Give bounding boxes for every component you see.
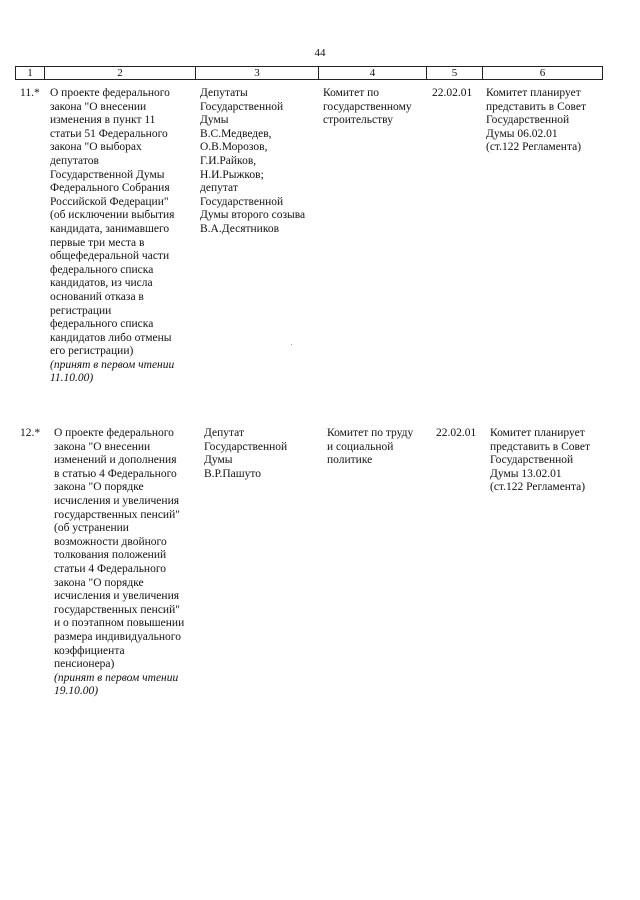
note-line: Думы 06.02.01 — [486, 127, 558, 140]
bill-title-line: Федерального Собрания — [50, 182, 170, 195]
column-header-6: 6 — [483, 67, 603, 80]
bill-title-line: первые три места в — [50, 236, 145, 249]
bill-title-line: возможности двойного — [54, 535, 167, 548]
committee-line: Комитет по — [323, 87, 379, 99]
bill-title — [50, 87, 174, 386]
row-number: 12.* — [20, 427, 41, 439]
bill-title-line: кандидата, занимавшего — [50, 222, 170, 235]
committee — [323, 87, 412, 128]
note-line: Комитет планирует — [486, 87, 581, 99]
bill-title-line: федерального списка — [50, 263, 154, 276]
author-line: В.С.Медведев, — [200, 127, 272, 140]
note — [490, 427, 590, 495]
author-line: В.А.Десятников — [200, 222, 280, 235]
note-line: Думы 13.02.01 — [490, 467, 562, 480]
author-line: О.В.Морозов, — [200, 141, 268, 154]
bill-title-line: регистрации — [50, 304, 112, 317]
author-line: Государственной — [200, 100, 284, 113]
reading-status-line: 19.10.00) — [54, 685, 99, 698]
committee-line: строительству — [323, 114, 393, 127]
reading-status-line: (принят в первом чтении — [54, 671, 179, 684]
author-line: Н.И.Рыжков; — [200, 168, 264, 181]
bill-title-line: О проекте федерального — [50, 87, 170, 99]
note-line: представить в Совет — [486, 100, 587, 113]
note-line: представить в Совет — [490, 440, 591, 453]
bill-title-line: Государственной Думы — [50, 168, 165, 181]
author-line: Думы — [200, 114, 229, 127]
committee — [327, 427, 413, 468]
column-header-4: 4 — [319, 67, 427, 80]
bill-title-line: государственных пенсий" — [54, 603, 180, 616]
date: 22.02.01 — [432, 87, 473, 99]
bill-title-line: исчисления и увеличения — [54, 590, 180, 603]
bill-title-line: общефедеральной части — [50, 250, 170, 263]
bill-title-line: закона "О порядке — [54, 481, 144, 494]
bill-title-line: федерального списка — [50, 318, 154, 331]
bill-title — [54, 427, 184, 699]
note-line: Государственной — [490, 454, 574, 467]
author-line: В.Р.Пашуто — [204, 467, 262, 480]
bill-title-line: закона "О внесении — [54, 440, 151, 453]
bill-title-line: пенсионера) — [54, 658, 115, 671]
date: 22.02.01 — [436, 427, 477, 439]
note-line: Государственной — [486, 114, 570, 127]
note-line: (ст.122 Регламента) — [490, 481, 586, 494]
bill-title-line: Российской Федерации" — [50, 195, 169, 208]
author-line: Государственной — [204, 440, 288, 453]
scan-speck — [291, 344, 292, 345]
bill-title-line: исчисления и увеличения — [54, 494, 180, 507]
author-line: Государственной — [200, 195, 284, 208]
note-line: Комитет планирует — [490, 427, 585, 439]
committee-line: и социальной — [327, 440, 394, 453]
column-header-2: 2 — [45, 67, 196, 80]
committee-line: Комитет по труду — [327, 427, 414, 439]
page-number: 44 — [314, 47, 326, 59]
reading-status-line: (принят в первом чтении — [50, 358, 175, 371]
author-line: Думы — [204, 454, 233, 467]
bill-title-line: кандидатов либо отмены — [50, 331, 172, 344]
bill-title-line: размера индивидуального — [54, 630, 181, 643]
column-header-3: 3 — [196, 67, 319, 80]
note-line: (ст.122 Регламента) — [486, 141, 582, 154]
author-line: депутат — [200, 182, 238, 195]
row-number: 11.* — [20, 87, 40, 99]
bill-title-line: его регистрации) — [50, 345, 134, 358]
author-line: Депутат — [204, 427, 244, 439]
bill-title-line: оснований отказа в — [50, 290, 144, 303]
bill-title-line: государственных пенсий" — [54, 508, 180, 521]
bill-title-line: (об исключении выбытия — [50, 209, 175, 222]
note — [486, 87, 586, 155]
column-header-row — [15, 66, 603, 80]
bill-title-line: и о поэтапном повышении — [54, 617, 185, 630]
author-line: Депутаты — [200, 87, 248, 99]
column-header-1: 1 — [16, 67, 45, 80]
authors — [204, 427, 287, 481]
bill-title-line: (об устранении — [54, 522, 129, 535]
bill-title-line: кандидатов, из числа — [50, 277, 153, 290]
reading-status-line: 11.10.00) — [50, 372, 94, 385]
committee-line: государственному — [323, 100, 412, 113]
authors — [200, 87, 305, 237]
bill-title-line: закона "О внесении — [50, 100, 147, 113]
bill-title-line: изменений и дополнения — [54, 454, 177, 467]
committee-line: политике — [327, 454, 373, 467]
bill-title-line: О проекте федерального — [54, 427, 174, 439]
author-line: Думы второго созыва — [200, 209, 306, 222]
bill-title-line: статьи 4 Федерального — [54, 562, 167, 575]
bill-title-line: толкования положений — [54, 549, 167, 562]
column-header-5: 5 — [427, 67, 483, 80]
bill-title-line: статьи 51 Федерального — [50, 127, 168, 140]
bill-title-line: в статью 4 Федерального — [54, 467, 177, 480]
bill-title-line: коэффициента — [54, 644, 125, 657]
bill-title-line: депутатов — [50, 154, 99, 167]
bill-title-line: изменения в пункт 11 — [50, 114, 156, 127]
bill-title-line: закона "О порядке — [54, 576, 144, 589]
author-line: Г.И.Райков, — [200, 154, 257, 167]
bill-title-line: закона "О выборах — [50, 141, 142, 154]
